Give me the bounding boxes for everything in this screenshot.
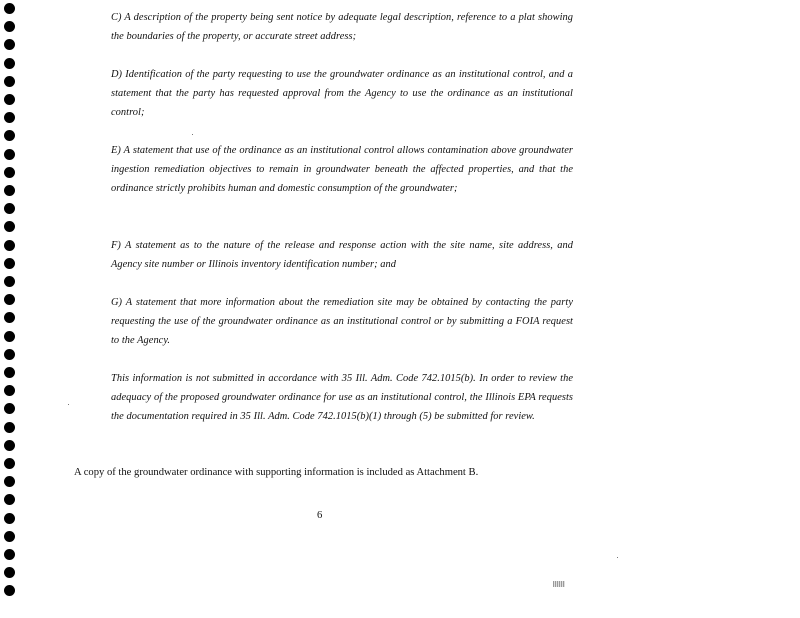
punch-hole — [4, 112, 15, 123]
punch-hole — [4, 385, 15, 396]
punch-hole — [4, 567, 15, 578]
paragraph-c: C) A description of the property being sent notice by adequate legal description, reference to a plat showing the boundaries of the property, or accurate street address; — [111, 12, 573, 42]
punch-hole — [4, 440, 15, 451]
punch-hole — [4, 585, 15, 596]
punch-hole — [4, 76, 15, 87]
punch-hole — [4, 3, 15, 14]
punch-hole — [4, 258, 15, 269]
regulatory-note: This information is not submitted in accordance with 35 Ill. Adm. Code 742.1015(b). In order to review the adequacy of the proposed groundwater ordinance for use as an institutional control, the Illinois EPA requests the documentation required in 35 Ill. Adm. Code 742.1015(b)(1) through (5) be submitted for review. — [111, 373, 573, 422]
punch-hole — [4, 476, 15, 487]
punch-hole — [4, 221, 15, 232]
scan-speck — [617, 557, 618, 558]
punch-hole — [4, 403, 15, 414]
punch-hole — [4, 21, 15, 32]
punch-hole — [4, 422, 15, 433]
punch-hole — [4, 331, 15, 342]
punch-hole — [4, 276, 15, 287]
punch-hole — [4, 58, 15, 69]
punch-hole — [4, 185, 15, 196]
paragraph-g: G) A statement that more information about the remediation site may be obtained by contacting the party requesting the use of the groundwater ordinance as an institutional control or by submitting a FOIA request to the Agency. — [111, 297, 573, 346]
page-number: 6 — [317, 510, 323, 521]
punch-hole — [4, 513, 15, 524]
punch-hole — [4, 294, 15, 305]
scan-speck — [192, 134, 193, 135]
punch-hole — [4, 203, 15, 214]
punch-hole — [4, 367, 15, 378]
paragraph-e: E) A statement that use of the ordinance as an institutional control allows contamination above groundwater ingestion remediation objectives to remain in groundwater beneath the affected properties, and that the ordinance strictly prohibits human and domestic consumption of the groundwater; — [111, 145, 573, 194]
punch-hole — [4, 549, 15, 560]
punch-hole — [4, 312, 15, 323]
punch-hole — [4, 167, 15, 178]
punch-hole — [4, 130, 15, 141]
punch-hole — [4, 494, 15, 505]
paragraph-d: D) Identification of the party requesting to use the groundwater ordinance as an institutional control, and a statement that the party has requested approval from the Agency to use the ordinance as an institutional control; — [111, 69, 573, 118]
punch-hole — [4, 94, 15, 105]
scan-speck — [68, 404, 69, 405]
punch-hole — [4, 39, 15, 50]
punch-hole — [4, 149, 15, 160]
binder-punch-holes — [0, 0, 20, 618]
punch-hole — [4, 240, 15, 251]
paragraph-f: F) A statement as to the nature of the release and response action with the site name, site address, and Agency site number or Illinois inventory identification number; and — [111, 240, 573, 270]
punch-hole — [4, 349, 15, 360]
punch-hole — [4, 531, 15, 542]
scan-smudge — [553, 581, 565, 587]
punch-hole — [4, 458, 15, 469]
attachment-statement: A copy of the groundwater ordinance with supporting information is included as Attachment B. — [74, 467, 479, 478]
